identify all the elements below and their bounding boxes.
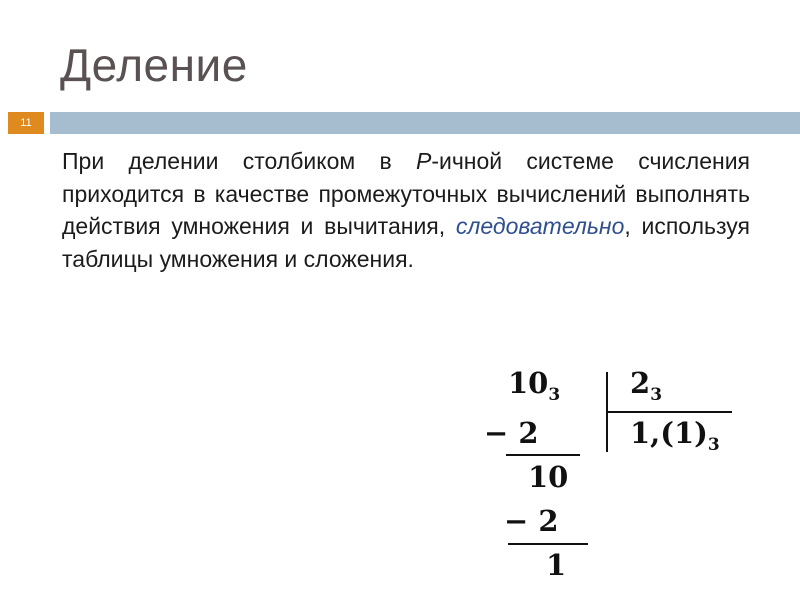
body-variable-p: P — [415, 148, 432, 174]
divisor-base: 3 — [650, 385, 663, 405]
dividend: $10_3$ — [508, 366, 561, 405]
quotient-base: 3 — [707, 435, 720, 455]
quotient: $1,(1)_3$ — [630, 416, 720, 455]
first-remainder: 10 — [528, 460, 569, 494]
title-divider-bar — [50, 112, 800, 134]
body-text-part-3: , используя таблицы умножения и сложения. — [62, 213, 750, 272]
second-subtrahend: − 2 — [504, 504, 559, 538]
body-paragraph — [62, 145, 750, 275]
dividend-base: 3 — [548, 385, 561, 405]
divisor-underline — [608, 411, 732, 413]
second-subtraction-line — [508, 543, 588, 545]
long-division-figure — [480, 362, 750, 592]
slide-title: Деление — [60, 39, 248, 91]
second-remainder: 1 — [546, 548, 567, 582]
first-subtraction-line — [506, 454, 580, 456]
first-subtrahend: − 2 — [484, 416, 539, 450]
slide-number: 11 — [8, 112, 44, 134]
divisor: $2_3$ — [630, 366, 663, 405]
body-text-part-1: При делении столбиком в — [62, 148, 416, 174]
hyperlink-sledovatelno[interactable]: следовательно — [455, 213, 625, 239]
body-text-part-2: -ичной системе счисления приходится в качестве промежуточных вычислений выполнять действия умножения и вычитания, — [62, 148, 750, 239]
